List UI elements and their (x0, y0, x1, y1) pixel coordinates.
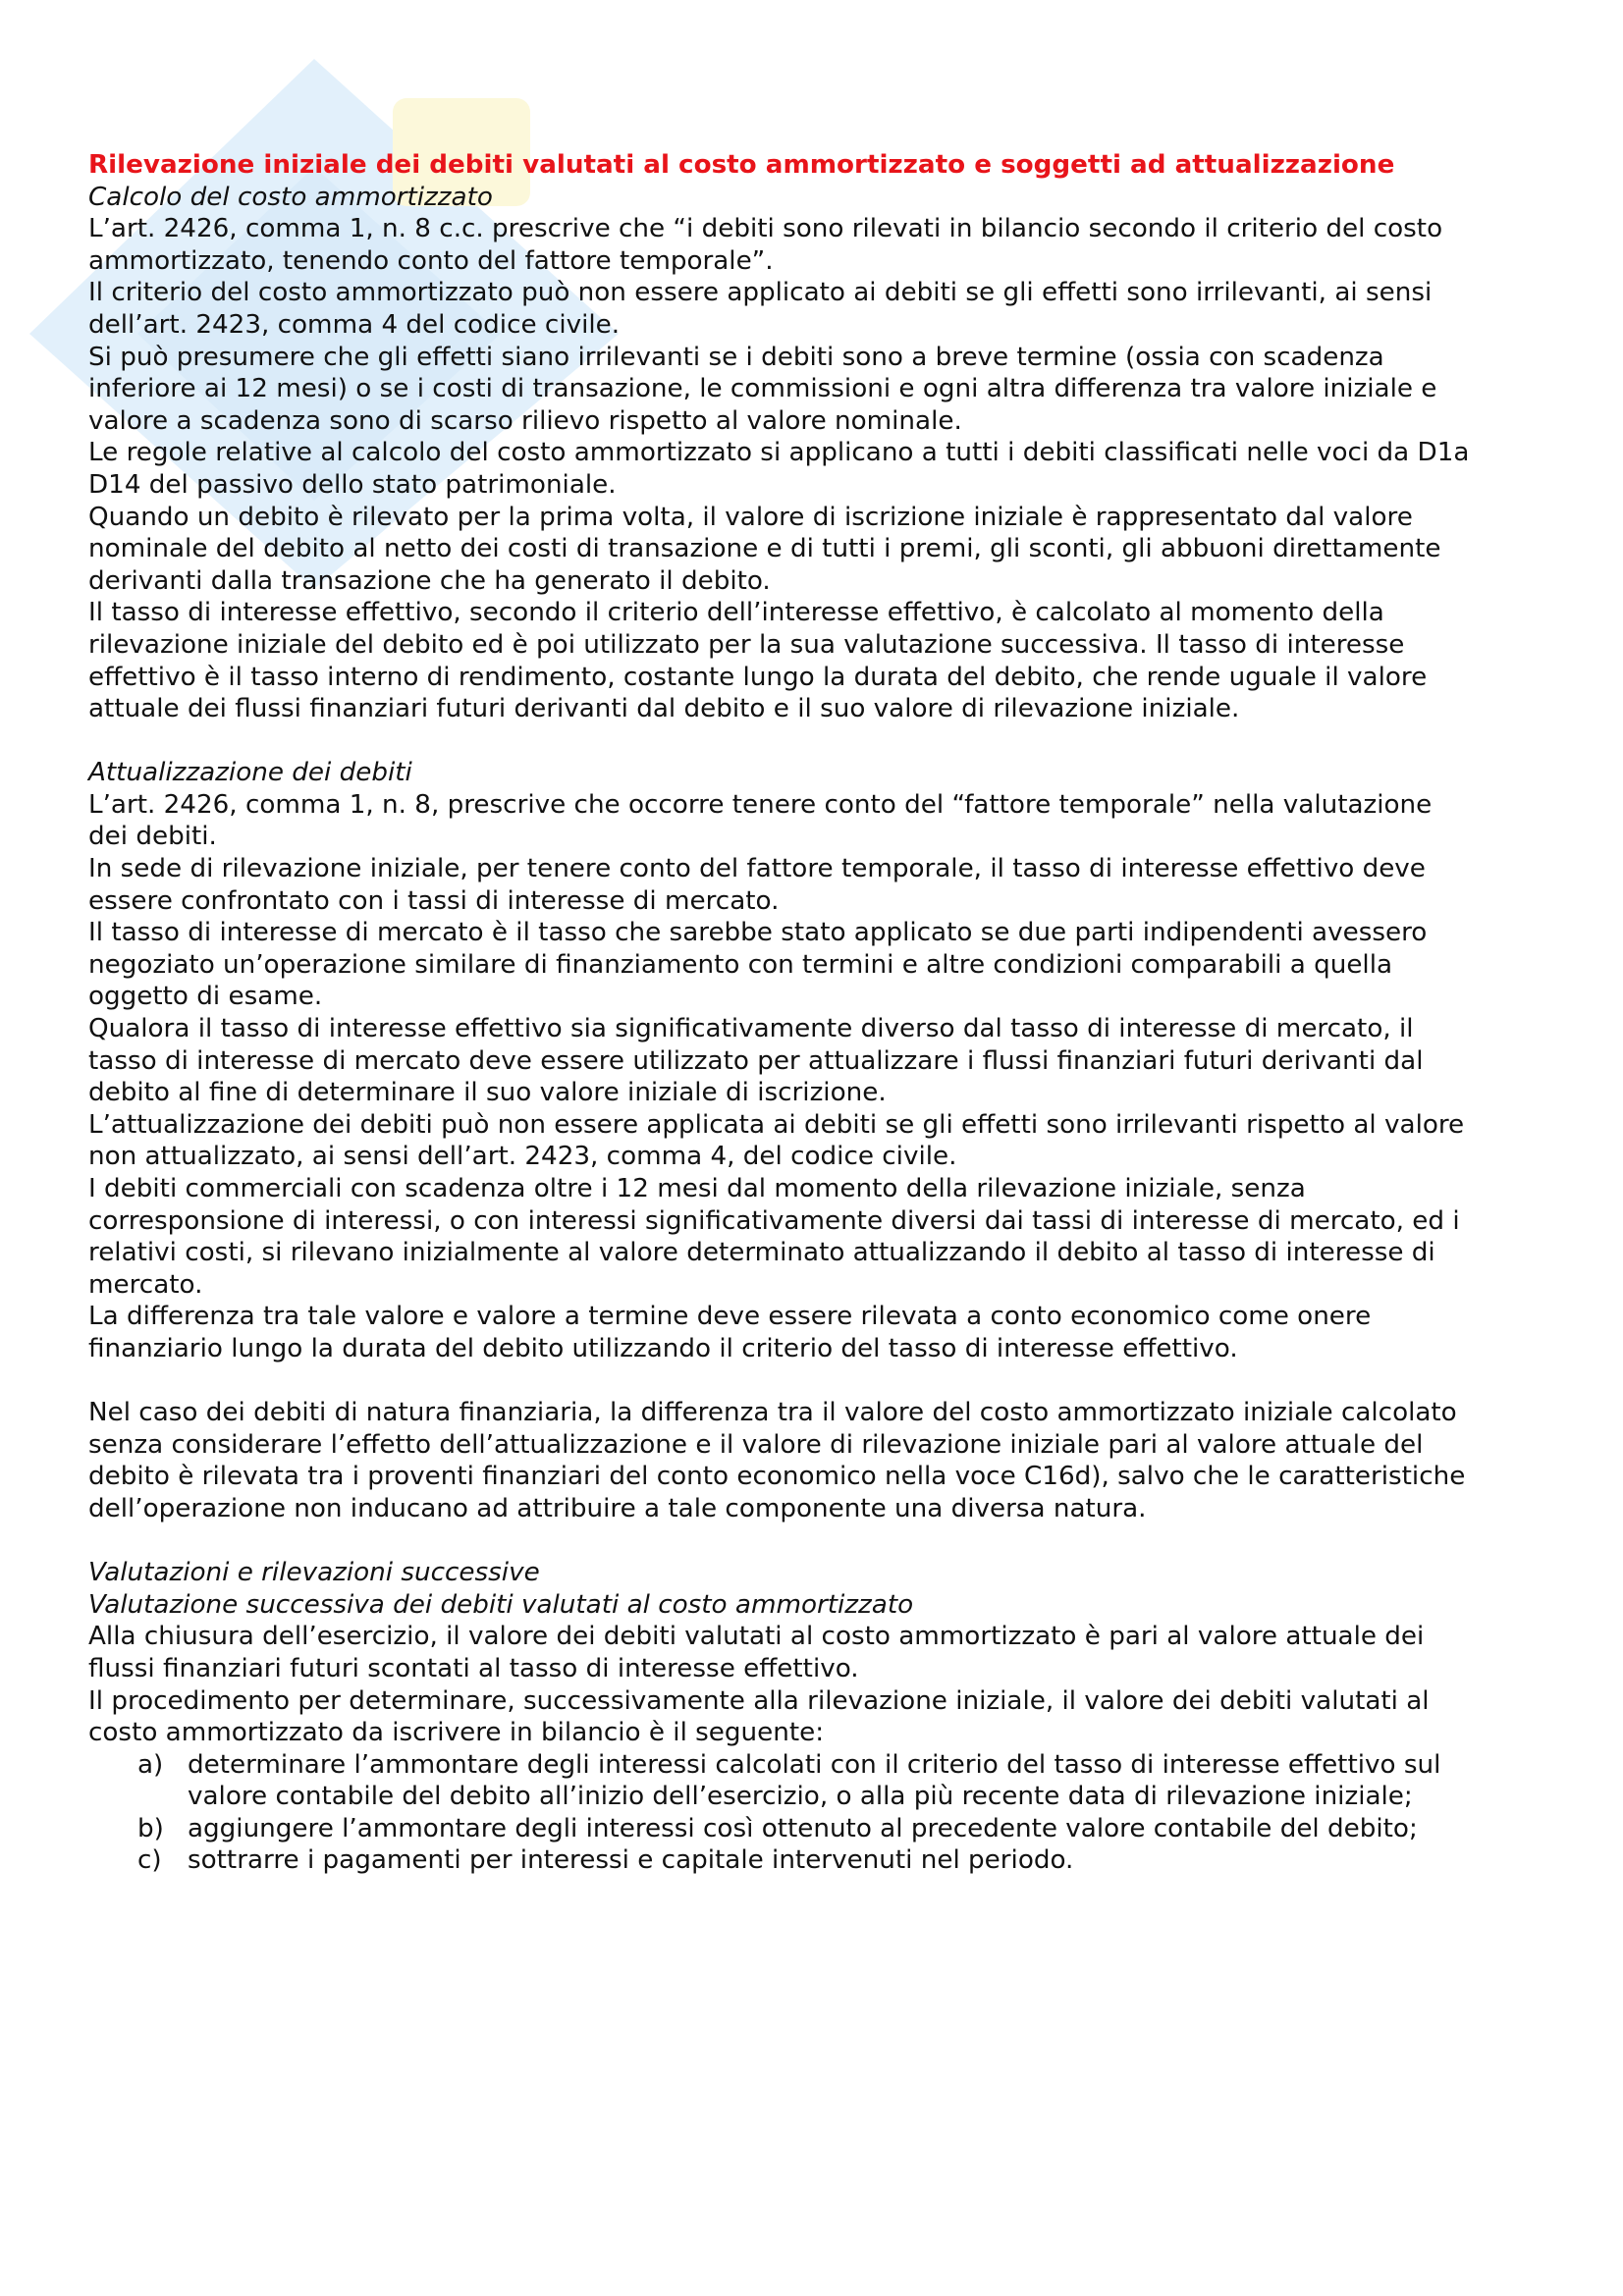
text-line: valore a scadenza sono di scarso rilievo rispetto al valore nominale. (88, 405, 962, 436)
text-line: Quando un debito è rilevato per la prima volta, il valore di iscrizione iniziale è rappresentato dal valore (88, 502, 1413, 532)
text-line: nominale del debito al netto dei costi di transazione e di tutti i premi, gli sconti, gli abbuoni direttamente (88, 534, 1441, 564)
text-line: essere confrontato con i tassi di interesse di mercato. (88, 885, 780, 916)
text-line: In sede di rilevazione iniziale, per tenere conto del fattore temporale, il tasso di interesse effettivo deve (88, 854, 1426, 884)
text-line: La differenza tra tale valore e valore a termine deve essere rilevata a conto economico come onere (88, 1302, 1372, 1332)
text-line: finanziario lungo la durata del debito utilizzando il criterio del tasso di interesse effettivo. (88, 1333, 1238, 1363)
text-line: relativi costi, si rilevano inizialmente al valore determinato attualizzando il debito al tasso di interesse di (88, 1238, 1435, 1268)
text-line: Alla chiusura dell’esercizio, il valore dei debiti valutati al costo ammortizzato è pari al valore attuale dei (88, 1622, 1425, 1652)
text-line: debito al fine di determinare il suo valore iniziale di iscrizione. (88, 1078, 887, 1108)
section-heading: Attualizzazione dei debiti (88, 758, 412, 788)
list-item (88, 1844, 1561, 1877)
list-item-text: aggiungere l’ammontare degli interessi così ottenuto al precedente valore contabile del debito; (188, 1813, 1418, 1843)
text-line: effettivo è il tasso interno di rendimento, costante lungo la durata del debito, che rende uguale il valore (88, 662, 1428, 692)
text-line: inferiore ai 12 mesi) o se i costi di transazione, le commissioni e ogni altra differenza tra valore iniziale e (88, 374, 1437, 404)
text-line: debito è rilevata tra i proventi finanziari del conto economico nella voce C16d), salvo che le caratteristiche (88, 1462, 1466, 1492)
text-line: Il procedimento per determinare, successivamente alla rilevazione iniziale, il valore dei debiti valutati al (88, 1685, 1430, 1716)
text-line: negoziato un’operazione similare di finanziamento con termini e altre condizioni comparabili a quella (88, 949, 1393, 980)
text-line: dei debiti. (88, 822, 217, 852)
text-line: tasso di interesse di mercato deve essere utilizzato per attualizzare i flussi finanziari futuri derivanti dal (88, 1045, 1424, 1076)
text-line: mercato. (88, 1269, 203, 1300)
document-title: Rilevazione iniziale dei debiti valutati al costo ammortizzato e soggetti ad attualizzazione (88, 150, 1395, 180)
section-subheading: Valutazione successiva dei debiti valutati al costo ammortizzato (88, 1589, 914, 1620)
text-line: L’art. 2426, comma 1, n. 8, prescrive che occorre tenere conto del “fattore temporale” nella valutazione (88, 789, 1433, 820)
text-line: L’attualizzazione dei debiti può non essere applicata ai debiti se gli effetti sono irrilevanti rispetto al valore (88, 1109, 1465, 1140)
list-item (88, 1813, 1561, 1845)
text-line: costo ammortizzato da iscrivere in bilancio è il seguente: (88, 1718, 825, 1748)
text-line: flussi finanziari futuri scontati al tasso di interesse effettivo. (88, 1653, 859, 1683)
list-item (88, 1749, 1561, 1813)
list-item-text: sottrarre i pagamenti per interessi e capitale intervenuti nel periodo. (188, 1845, 1074, 1876)
text-line: ammortizzato, tenendo conto del fattore temporale”. (88, 245, 774, 276)
text-line: rilevazione iniziale del debito ed è poi utilizzato per la sua valutazione successiva. Il tasso di interesse (88, 629, 1405, 660)
list-marker: c) (137, 1845, 162, 1876)
text-line: L’art. 2426, comma 1, n. 8 c.c. prescrive che “i debiti sono rilevati in bilancio secondo il criterio del costo (88, 214, 1443, 244)
text-line: Si può presumere che gli effetti siano irrilevanti se i debiti sono a breve termine (ossia con scadenza (88, 342, 1384, 372)
section-attualizzazione (88, 757, 1561, 1364)
text-line: Nel caso dei debiti di natura finanziaria, la differenza tra il valore del costo ammortizzato iniziale calcolato (88, 1398, 1457, 1428)
section-body (88, 1621, 1561, 1748)
section-heading: Valutazioni e rilevazioni successive (88, 1558, 540, 1588)
section-body (88, 789, 1561, 1365)
text-line: Il tasso di interesse effettivo, secondo il criterio dell’interesse effettivo, è calcolato al momento della (88, 598, 1384, 628)
text-line: Le regole relative al calcolo del costo ammortizzato si applicano a tutti i debiti classificati nelle voci da D1a (88, 438, 1470, 468)
text-line: Il criterio del costo ammortizzato può non essere applicato ai debiti se gli effetti sono irrilevanti, ai sensi (88, 278, 1433, 308)
text-line: Il tasso di interesse di mercato è il tasso che sarebbe stato applicato se due parti indipendenti avessero (88, 918, 1428, 948)
section-valutazioni-successive (88, 1557, 1561, 1877)
text-line: attuale dei flussi finanziari futuri derivanti dal debito e il suo valore di rilevazione iniziale. (88, 694, 1240, 724)
text-line: Qualora il tasso di interesse effettivo sia significativamente diverso dal tasso di interesse di mercato, il (88, 1014, 1414, 1044)
section-body (88, 213, 1561, 725)
text-line: senza considerare l’effetto dell’attualizzazione e il valore di rilevazione iniziale pari al valore attuale del (88, 1429, 1424, 1460)
list-marker: b) (137, 1813, 164, 1843)
text-line: D14 del passivo dello stato patrimoniale. (88, 469, 617, 500)
list-marker: a) (137, 1749, 164, 1780)
text-line: corresponsione di interessi, o con interessi significativamente diversi dai tassi di interesse di mercato, ed i (88, 1205, 1460, 1236)
section-debiti-finanziari (88, 1397, 1561, 1524)
list-item-text: determinare l’ammontare degli interessi calcolati con il criterio del tasso di interesse effettivo sul (188, 1749, 1441, 1780)
text-line: dell’operazione non inducano ad attribuire a tale componente una diversa natura. (88, 1493, 1147, 1523)
section-costo-ammortizzato (88, 182, 1561, 725)
text-line: I debiti commerciali con scadenza oltre i 12 mesi dal momento della rilevazione iniziale, senza (88, 1174, 1306, 1203)
procedure-list (88, 1749, 1561, 1877)
section-heading: Calcolo del costo ammortizzato (88, 182, 493, 212)
document-body (88, 149, 1561, 1877)
text-line: dell’art. 2423, comma 4 del codice civile. (88, 309, 621, 340)
text-line: derivanti dalla transazione che ha generato il debito. (88, 565, 771, 596)
text-line: non attualizzato, ai sensi dell’art. 2423, comma 4, del codice civile. (88, 1142, 957, 1172)
text-line: oggetto di esame. (88, 982, 323, 1012)
section-body (88, 1397, 1561, 1524)
list-item-text: valore contabile del debito all’inizio dell’esercizio, o alla più recente data di rilevazione iniziale; (188, 1782, 1413, 1812)
